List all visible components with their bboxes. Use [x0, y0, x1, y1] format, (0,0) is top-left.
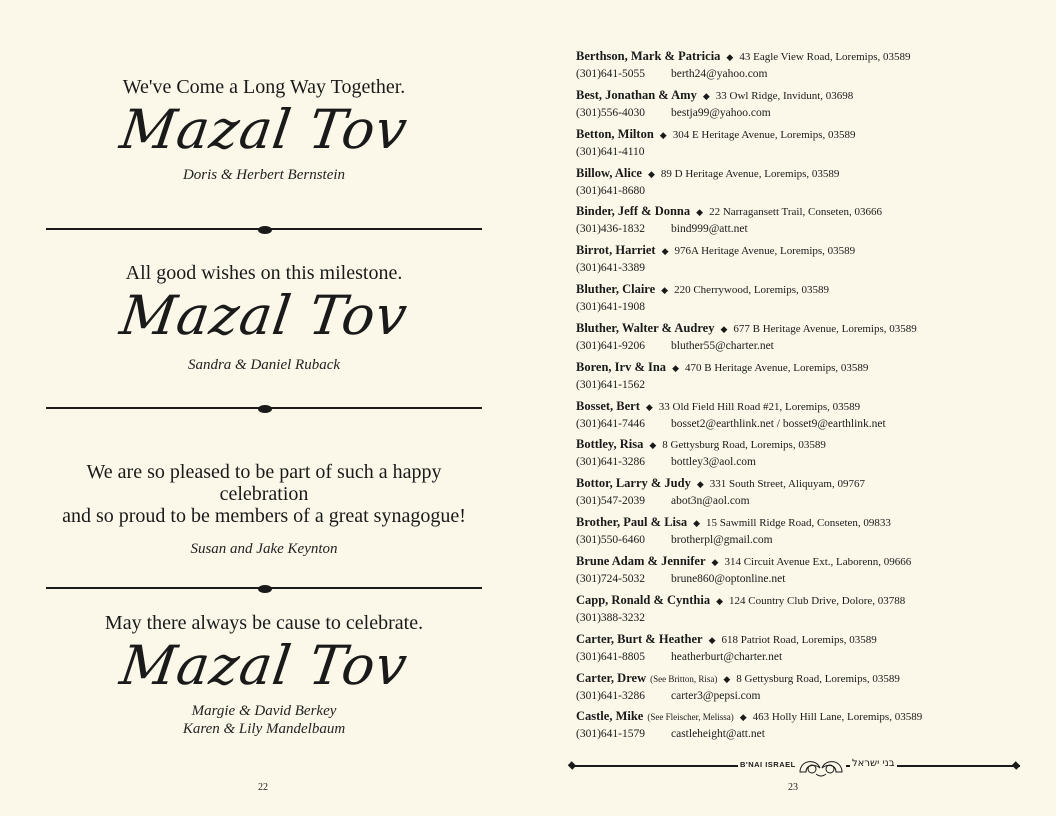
member-name: Bottor, Larry & Judy — [576, 476, 691, 491]
entry-line-1 — [576, 87, 1046, 104]
entry-line-2 — [576, 531, 1046, 548]
member-address: 8 Gettysburg Road, Loremips, 03589 — [662, 439, 826, 452]
separator-diamond-icon: ◆ — [693, 518, 701, 529]
right-page — [528, 0, 1056, 816]
member-phone: (301)641-5055 — [576, 68, 645, 80]
member-address: 976A Heritage Avenue, Loremips, 03589 — [674, 245, 856, 258]
member-address: 331 South Street, Aliquyam, 09767 — [709, 478, 865, 491]
directory-entry — [576, 87, 1046, 126]
separator-diamond-icon: ◆ — [696, 479, 704, 490]
member-note: (See Fleischer, Melissa) — [647, 712, 734, 723]
separator-diamond-icon: ◆ — [647, 168, 655, 179]
directory-entry — [576, 592, 1046, 631]
page-number: 23 — [788, 782, 798, 793]
directory-entry — [576, 203, 1046, 242]
member-phone: (301)641-1579 — [576, 728, 645, 741]
member-name: Boren, Irv & Ina — [576, 359, 667, 374]
member-name: Bluther, Walter & Audrey — [576, 320, 715, 335]
member-address: 677 B Heritage Avenue, Loremips, 03589 — [733, 322, 917, 335]
separator-diamond-icon: ◆ — [716, 595, 723, 606]
directory-entry — [576, 475, 1046, 514]
member-address: 463 Holly Hill Lane, Loremips, 03589 — [752, 711, 923, 724]
mazal-tov-script: Mazal Tov — [116, 634, 412, 697]
ad-signature: Susan and Jake Keynton — [190, 541, 338, 557]
entry-line-1 — [576, 436, 1046, 453]
separator-diamond-icon: ◆ — [726, 52, 734, 62]
mazal-tov-script: Mazal Tov — [116, 98, 412, 161]
separator-diamond-icon: ◆ — [739, 712, 747, 723]
entry-line-1 — [576, 670, 1046, 687]
footer-rule — [568, 754, 1020, 778]
member-phone: (301)641-3389 — [576, 262, 645, 275]
directory-entry — [576, 398, 1046, 437]
member-name: Birrot, Harriet — [576, 243, 656, 258]
member-name: Billow, Alice — [576, 165, 642, 180]
ad-ruback — [46, 262, 482, 374]
entry-line-2 — [576, 259, 1046, 276]
member-address: 33 Old Field Hill Road #21, Loremips, 03589 — [658, 400, 861, 413]
congregation-name: B'NAI ISRAEL — [740, 760, 796, 769]
separator-diamond-icon: ◆ — [659, 129, 667, 140]
entry-line-2 — [576, 415, 1046, 432]
separator-diamond-icon: ◆ — [723, 673, 731, 684]
member-name: Berthson, Mark & Patricia — [576, 49, 721, 63]
separator-diamond-icon: ◆ — [672, 362, 679, 373]
entry-line-1 — [576, 592, 1046, 609]
member-phone: (301)641-7446 — [576, 417, 645, 430]
entry-line-2 — [576, 648, 1046, 665]
ad-bernstein — [46, 76, 482, 184]
entry-line-1 — [576, 48, 1046, 65]
member-address: 124 Country Club Drive, Dolore, 03788 — [729, 594, 906, 607]
ad-signature: Sandra & Daniel Ruback — [187, 357, 341, 373]
member-name: Bosset, Bert — [576, 398, 640, 413]
separator-diamond-icon: ◆ — [645, 401, 653, 412]
member-phone: (301)641-4110 — [576, 145, 645, 158]
member-email: carter3@pepsi.com — [671, 689, 761, 702]
member-name: Betton, Milton — [576, 126, 654, 141]
separator-diamond-icon: ◆ — [649, 440, 657, 451]
entry-line-2 — [576, 492, 1046, 509]
entry-line-1 — [576, 475, 1046, 492]
member-name: Best, Jonathan & Amy — [576, 87, 697, 102]
section-divider — [46, 224, 482, 234]
member-email: brotherpl@gmail.com — [671, 534, 773, 547]
member-address: 304 E Heritage Avenue, Loremips, 03589 — [672, 128, 856, 141]
member-phone: (301)547-2039 — [576, 495, 645, 508]
member-address: 22 Narragansett Trail, Conseten, 03666 — [709, 206, 882, 219]
member-email: heatherburt@charter.net — [671, 650, 783, 663]
rule-end-diamond-right — [1012, 761, 1020, 769]
directory-entry — [576, 631, 1046, 670]
entry-line-1 — [576, 359, 1046, 376]
member-phone: (301)641-8805 — [576, 650, 645, 663]
member-phone: (301)436-1832 — [576, 223, 645, 236]
member-address: 89 D Heritage Avenue, Loremips, 03589 — [660, 167, 840, 180]
member-email: bluther55@charter.net — [671, 339, 774, 352]
entry-line-1 — [576, 631, 1046, 648]
ad-headline-line-2: and so proud to be members of a great synagogue! — [62, 505, 466, 527]
ad-headline-line-1: We are so pleased to be part of such a happy celebration — [86, 461, 442, 505]
entry-line-1 — [576, 242, 1046, 259]
separator-diamond-icon: ◆ — [708, 634, 716, 645]
member-email: bosset2@earthlink.net / bosset9@earthlink.net — [671, 417, 886, 430]
ad-signature: Doris & Herbert Bernstein — [182, 167, 346, 183]
entry-line-2 — [576, 687, 1046, 704]
member-name: Capp, Ronald & Cynthia — [576, 592, 711, 607]
separator-diamond-icon: ◆ — [696, 207, 704, 218]
member-name: Bluther, Claire — [576, 282, 656, 297]
member-phone: (301)641-1908 — [576, 301, 645, 314]
member-email: bottley3@aol.com — [671, 456, 757, 469]
member-phone: (301)724-5032 — [576, 572, 645, 585]
entry-line-1 — [576, 553, 1046, 570]
entry-line-1 — [576, 126, 1046, 143]
member-address: 15 Sawmill Ridge Road, Conseten, 09833 — [706, 517, 891, 530]
member-phone: (301)641-3286 — [576, 456, 645, 469]
section-divider — [46, 403, 482, 413]
entry-line-2 — [576, 65, 1046, 82]
entry-line-2 — [576, 376, 1046, 393]
entry-line-1 — [576, 514, 1046, 531]
section-divider — [46, 583, 482, 593]
ad-signature-line-2: Karen & Lily Mandelbaum — [182, 721, 346, 737]
entry-line-1 — [576, 320, 1046, 337]
separator-diamond-icon: ◆ — [702, 90, 710, 101]
ad-signature-line-1: Margie & David Berkey — [191, 703, 337, 719]
member-name: Brother, Paul & Lisa — [576, 515, 688, 530]
member-phone: (301)556-4030 — [576, 106, 645, 119]
ad-berkey-mandelbaum — [46, 612, 482, 738]
directory-entry — [576, 436, 1046, 475]
page-number: 22 — [258, 782, 268, 793]
member-address: 618 Patriot Road, Loremips, 03589 — [721, 633, 877, 646]
directory-entry — [576, 359, 1046, 398]
ad-headline: We've Come a Long Way Together. — [122, 76, 406, 98]
directory-entry — [576, 553, 1046, 592]
member-phone: (301)641-3286 — [576, 689, 645, 702]
member-address: 220 Cherrywood, Loremips, 03589 — [674, 284, 829, 297]
member-phone: (301)550-6460 — [576, 534, 645, 547]
congregation-emblem-icon — [796, 754, 846, 778]
separator-diamond-icon: ◆ — [661, 246, 669, 257]
ad-headline: All good wishes on this milestone. — [125, 262, 403, 284]
member-email: bind999@att.net — [671, 223, 748, 236]
directory-entry — [576, 242, 1046, 281]
member-name: Binder, Jeff & Donna — [576, 204, 691, 219]
member-phone: (301)388-3232 — [576, 611, 645, 624]
directory-entry — [576, 126, 1046, 165]
member-name: Bottley, Risa — [576, 437, 644, 452]
member-address: 8 Gettysburg Road, Loremips, 03589 — [736, 672, 900, 685]
member-name: Carter, Burt & Heather — [576, 631, 703, 646]
ad-headline: May there always be cause to celebrate. — [104, 612, 424, 634]
entry-line-2 — [576, 182, 1046, 199]
member-phone: (301)641-9206 — [576, 339, 645, 352]
entry-line-1 — [576, 398, 1046, 415]
entry-line-1 — [576, 281, 1046, 298]
congregation-name-hebrew: בני ישראל — [852, 758, 895, 769]
directory-entry — [576, 670, 1046, 709]
member-email: brune860@optonline.net — [671, 572, 786, 585]
member-address: 314 Circuit Avenue Ext., Laborenn, 09666 — [724, 555, 912, 568]
directory-entry — [576, 514, 1046, 553]
separator-diamond-icon: ◆ — [661, 285, 669, 296]
member-phone: (301)641-8680 — [576, 184, 645, 197]
member-name: Brune Adam & Jennifer — [576, 553, 706, 568]
entry-line-2 — [576, 220, 1046, 237]
entry-line-2 — [576, 609, 1046, 626]
member-email: bestja99@yahoo.com — [671, 106, 771, 119]
directory-entry — [576, 48, 1046, 87]
member-note: (See Britton, Risa) — [650, 673, 718, 684]
directory-entry — [576, 320, 1046, 359]
directory-entry — [576, 708, 1046, 747]
entry-line-2 — [576, 725, 1046, 742]
member-email: castleheight@att.net — [671, 728, 765, 741]
mazal-tov-script: Mazal Tov — [116, 284, 412, 347]
separator-diamond-icon: ◆ — [720, 323, 728, 334]
entry-line-2 — [576, 104, 1046, 121]
member-name: Castle, Mike — [576, 709, 644, 724]
member-address: 470 B Heritage Avenue, Loremips, 03589 — [684, 361, 869, 374]
separator-diamond-icon: ◆ — [711, 556, 719, 567]
member-directory — [576, 48, 1046, 747]
member-email: abot3n@aol.com — [671, 495, 750, 508]
entry-line-2 — [576, 143, 1046, 160]
entry-line-2 — [576, 337, 1046, 354]
entry-line-2 — [576, 570, 1046, 587]
member-name: Carter, Drew — [576, 670, 647, 685]
ad-keynton — [46, 461, 482, 558]
entry-line-1 — [576, 203, 1046, 220]
entry-line-1 — [576, 165, 1046, 182]
member-email: berth24@yahoo.com — [671, 68, 768, 80]
directory-entry — [576, 281, 1046, 320]
entry-line-2 — [576, 453, 1046, 470]
member-phone: (301)641-1562 — [576, 378, 645, 391]
entry-line-2 — [576, 298, 1046, 315]
directory-entry — [576, 165, 1046, 204]
member-address: 43 Eagle View Road, Loremips, 03589 — [739, 51, 911, 63]
member-address: 33 Owl Ridge, Invidunt, 03698 — [715, 89, 854, 102]
entry-line-1 — [576, 708, 1046, 725]
